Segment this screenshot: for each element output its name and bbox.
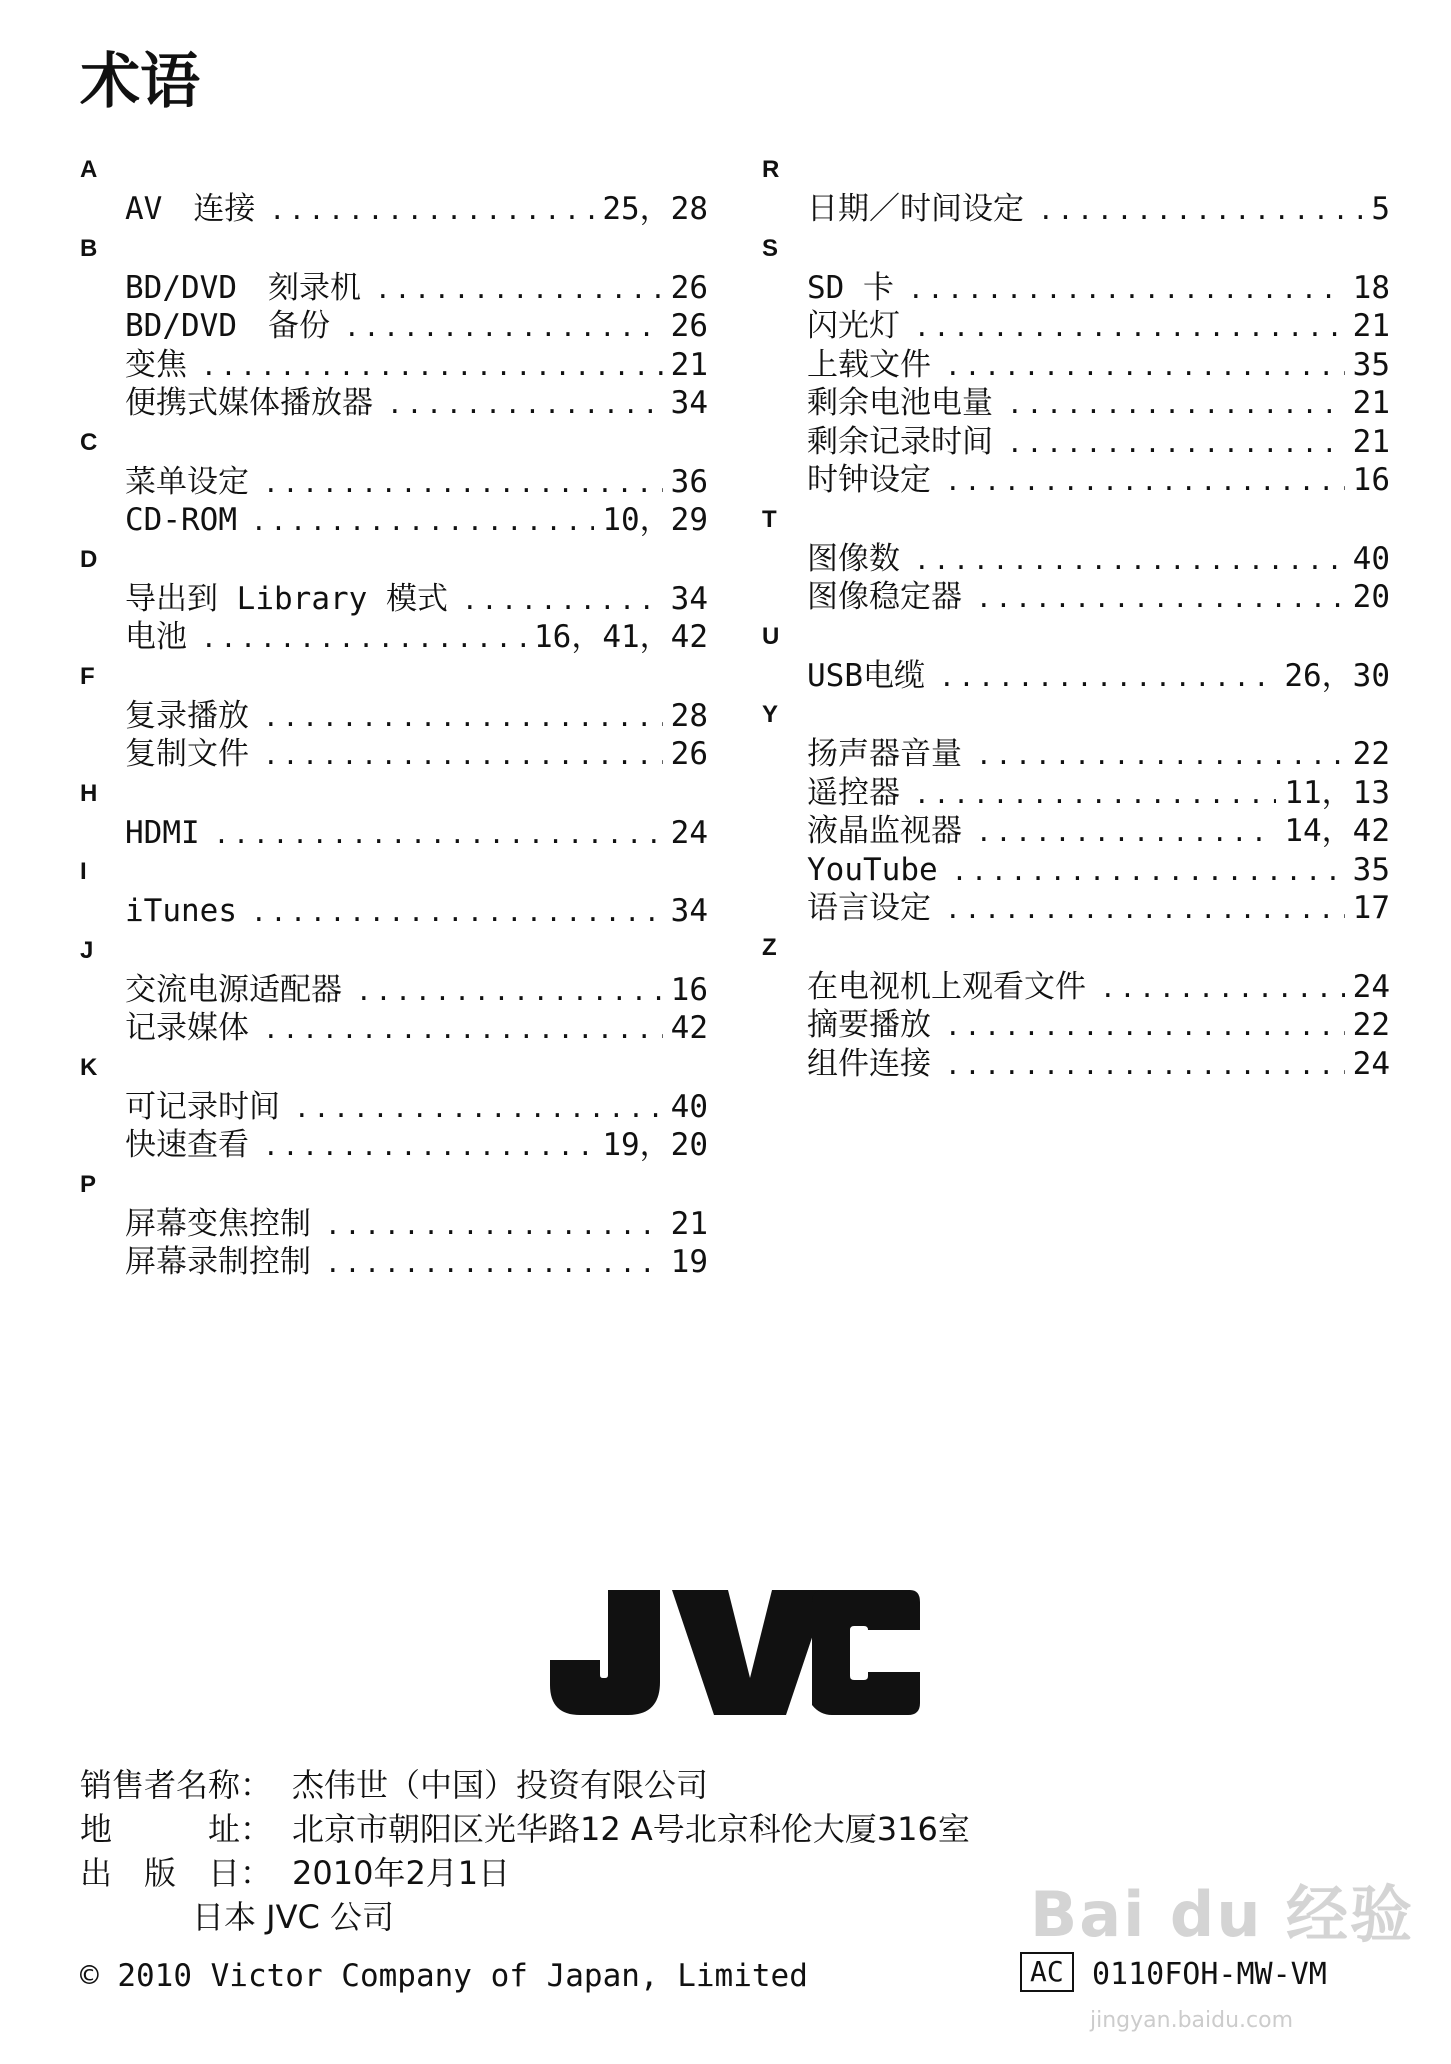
index-term: 记录媒体	[125, 1010, 249, 1046]
index-pages: 17	[1352, 890, 1390, 926]
index-term: HDMI	[125, 814, 200, 851]
index-term: 图像数	[807, 540, 900, 577]
index-term: 复录播放	[125, 697, 249, 734]
index-entry	[807, 735, 1390, 774]
dot-leader	[294, 1090, 663, 1127]
index-pages: 19，20	[602, 1127, 708, 1163]
seller-label: 销售者名称：	[80, 1766, 273, 1804]
dot-leader	[263, 465, 663, 502]
index-term: 时钟设定	[807, 462, 931, 498]
index-pages: 40	[670, 1088, 708, 1125]
index-term: 可记录时间	[125, 1088, 280, 1125]
dot-leader	[251, 894, 663, 931]
index-term: 便携式媒体播放器	[125, 385, 373, 421]
index-term: 组件连接	[807, 1045, 931, 1082]
index-entry	[807, 190, 1390, 229]
index-entry	[807, 968, 1390, 1007]
index-entry	[807, 1045, 1390, 1084]
index-entry	[807, 774, 1390, 813]
index-letter: S	[762, 234, 779, 262]
index-pages: 34	[670, 580, 708, 617]
watermark-url: jingyan.baidu.com	[1090, 2008, 1294, 2033]
date-row	[80, 1848, 510, 1894]
index-letter: T	[762, 505, 777, 533]
index-pages: 22	[1352, 1007, 1390, 1043]
copyright-notice: © 2010 Victor Company of Japan, Limited	[80, 1958, 808, 1994]
index-term: 上载文件	[807, 346, 931, 383]
index-letter: A	[80, 156, 98, 183]
index-letter: Y	[762, 701, 779, 728]
index-letter: H	[80, 779, 98, 807]
index-entry	[807, 657, 1390, 696]
index-pages: 24	[670, 814, 708, 851]
index-entry	[807, 423, 1390, 462]
index-term: AV 连接	[125, 191, 256, 227]
index-pages: 16，41，42	[534, 619, 708, 655]
index-pages: 19	[670, 1244, 708, 1280]
dot-leader	[356, 973, 663, 1010]
index-entry	[807, 1006, 1390, 1045]
index-entry	[125, 580, 708, 619]
index-pages: 24	[1352, 968, 1390, 1005]
index-pages: 34	[670, 893, 708, 929]
dot-leader	[914, 542, 1345, 579]
index-entry	[807, 346, 1390, 385]
index-term: 在电视机上观看文件	[807, 968, 1086, 1005]
index-entry	[125, 971, 708, 1010]
dot-leader	[325, 1207, 663, 1244]
index-term: 屏幕录制控制	[125, 1244, 311, 1280]
dot-leader	[976, 737, 1345, 774]
index-entry	[807, 889, 1390, 928]
dot-leader	[462, 582, 663, 619]
index-pages: 16	[1352, 462, 1390, 498]
index-pages: 20	[1352, 579, 1390, 615]
dot-leader	[945, 1047, 1345, 1084]
seller-value: 杰伟世（中国）投资有限公司	[292, 1766, 709, 1804]
dot-leader	[914, 776, 1276, 813]
dot-leader	[939, 659, 1276, 696]
index-term: 交流电源适配器	[125, 971, 342, 1008]
index-term: BD/DVD 备份	[125, 308, 330, 344]
index-term: 导出到 Library 模式	[125, 580, 448, 617]
index-entry	[125, 463, 708, 502]
index-letter: B	[80, 234, 98, 262]
index-entry	[807, 812, 1390, 851]
index-term: 语言设定	[807, 890, 931, 926]
index-pages: 36	[670, 463, 708, 500]
index-pages: 34	[670, 385, 708, 421]
index-term: 剩余记录时间	[807, 423, 993, 460]
index-pages: 10，29	[602, 502, 708, 538]
index-term: 电池	[125, 619, 187, 655]
index-entry	[125, 697, 708, 736]
index-letter: P	[80, 1170, 97, 1198]
code-box: AC	[1020, 1952, 1074, 1992]
index-entry	[125, 618, 708, 657]
index-pages: 14，42	[1284, 813, 1390, 849]
dot-leader	[325, 1245, 663, 1282]
dot-leader	[952, 853, 1345, 890]
index-letter: I	[80, 858, 87, 885]
index-entry	[125, 346, 708, 385]
company-name: 日本 JVC 公司	[192, 1898, 395, 1936]
index-entry	[125, 1126, 708, 1165]
index-letter: K	[80, 1053, 98, 1081]
index-entry	[125, 269, 708, 308]
index-pages: 21	[1352, 308, 1390, 344]
index-letter: U	[762, 622, 780, 650]
index-pages: 21	[670, 1205, 708, 1242]
index-entry	[125, 1088, 708, 1127]
date-label: 出 版 日：	[80, 1854, 273, 1892]
index-entry	[807, 307, 1390, 346]
index-term: 闪光灯	[807, 308, 900, 344]
index-term: BD/DVD 刻录机	[125, 269, 361, 306]
dot-leader	[908, 271, 1345, 308]
index-pages: 21	[670, 346, 708, 383]
index-letter: C	[80, 428, 98, 456]
jvc-logo	[550, 1590, 920, 1715]
dot-leader	[263, 699, 663, 736]
index-entry	[807, 461, 1390, 500]
index-term: 扬声器音量	[807, 736, 962, 772]
index-pages: 21	[1352, 385, 1390, 421]
index-column-left	[80, 150, 708, 1282]
dot-leader	[251, 503, 594, 540]
index-entry	[125, 814, 708, 853]
index-term: 菜单设定	[125, 463, 249, 500]
index-term: 摘要播放	[807, 1007, 931, 1043]
dot-leader	[945, 1008, 1345, 1045]
index-entry	[125, 384, 708, 423]
dot-leader	[269, 192, 594, 229]
index-pages: 11，13	[1284, 774, 1390, 811]
index-entry	[125, 1205, 708, 1244]
address-value: 北京市朝阳区光华路12 A号北京科伦大厦316室	[292, 1810, 970, 1848]
index-pages: 26，30	[1284, 657, 1390, 694]
index-entry	[125, 190, 708, 229]
company-row	[192, 1892, 394, 1938]
index-term: 图像稳定器	[807, 579, 962, 615]
index-pages: 25，28	[602, 191, 708, 227]
date-value: 2010年2月1日	[292, 1854, 511, 1892]
index-pages: 24	[1352, 1045, 1390, 1082]
index-letter: F	[80, 662, 95, 690]
index-column-right	[762, 150, 1390, 1083]
index-term: 日期／时间设定	[807, 191, 1024, 227]
dot-leader	[976, 580, 1345, 617]
dot-leader	[1007, 386, 1345, 423]
dot-leader	[201, 620, 526, 657]
index-term: 液晶监视器	[807, 813, 962, 849]
index-pages: 26	[670, 308, 708, 344]
index-entry	[125, 307, 708, 346]
index-entry	[125, 1243, 708, 1282]
index-pages: 26	[670, 736, 708, 772]
page-title: 术语	[80, 47, 200, 117]
index-term: 变焦	[125, 346, 187, 383]
index-term: 屏幕变焦控制	[125, 1205, 311, 1242]
index-term: CD-ROM	[125, 502, 237, 538]
index-entry	[807, 540, 1390, 579]
index-term: YouTube	[807, 851, 938, 888]
index-pages: 40	[1352, 540, 1390, 577]
index-pages: 35	[1352, 851, 1390, 888]
index-term: 剩余电池电量	[807, 385, 993, 421]
index-term: USB电缆	[807, 657, 925, 694]
seller-row	[80, 1760, 708, 1806]
dot-leader	[344, 309, 663, 346]
index-pages: 18	[1352, 269, 1390, 306]
index-entry	[125, 1009, 708, 1048]
index-pages: 26	[670, 269, 708, 306]
document-code: 0110FOH-MW-VM	[1092, 1957, 1327, 1992]
dot-leader	[387, 386, 663, 423]
dot-leader	[214, 816, 663, 853]
dot-leader	[1100, 970, 1345, 1007]
index-entry	[125, 892, 708, 931]
dot-leader	[1007, 425, 1345, 462]
dot-leader	[976, 814, 1276, 851]
index-term: 快速查看	[125, 1127, 249, 1163]
index-entry	[807, 851, 1390, 890]
index-entry	[807, 269, 1390, 308]
dot-leader	[201, 348, 663, 385]
dot-leader	[263, 1011, 663, 1048]
index-pages: 22	[1352, 736, 1390, 772]
index-letter: D	[80, 545, 98, 573]
index-term: 复制文件	[125, 736, 249, 772]
watermark: Bai du 经验	[1030, 1878, 1415, 1951]
index-term: 遥控器	[807, 774, 900, 811]
index-entry	[807, 578, 1390, 617]
index-pages: 28	[670, 697, 708, 734]
index-entry	[125, 735, 708, 774]
dot-leader	[945, 463, 1345, 500]
index-letter: R	[762, 156, 780, 183]
index-pages: 21	[1352, 423, 1390, 460]
address-label: 地 址：	[80, 1810, 273, 1848]
index-pages: 5	[1371, 191, 1390, 227]
index-pages: 16	[670, 971, 708, 1008]
dot-leader	[263, 737, 663, 774]
index-pages: 35	[1352, 346, 1390, 383]
index-entry	[125, 501, 708, 540]
dot-leader	[375, 271, 663, 308]
dot-leader	[945, 348, 1345, 385]
address-row	[80, 1804, 970, 1850]
index-term: SD 卡	[807, 269, 894, 306]
index-entry	[807, 384, 1390, 423]
dot-leader	[945, 891, 1345, 928]
index-term: iTunes	[125, 893, 237, 929]
dot-leader	[914, 309, 1345, 346]
dot-leader	[263, 1128, 594, 1165]
dot-leader	[1038, 192, 1363, 229]
index-letter: J	[80, 936, 94, 964]
index-letter: Z	[762, 933, 777, 961]
index-pages: 42	[670, 1010, 708, 1046]
